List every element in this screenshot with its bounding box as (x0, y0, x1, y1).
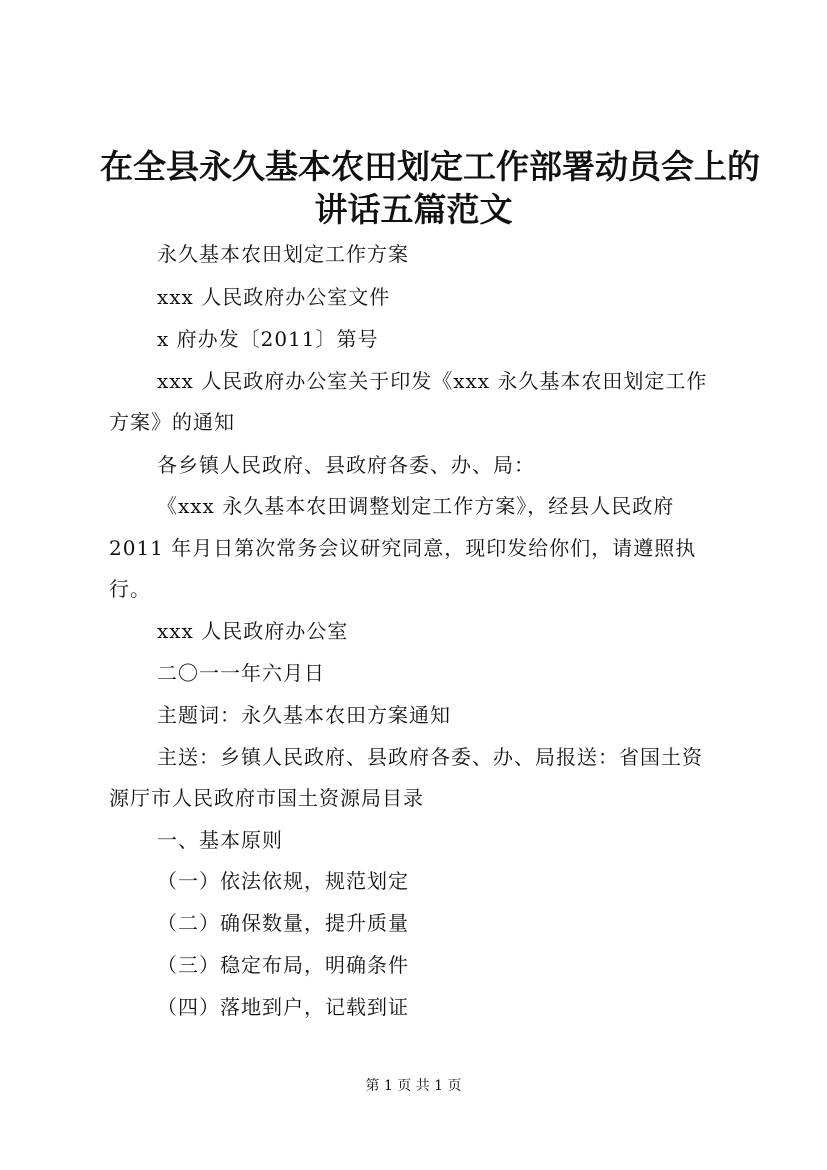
paragraph-line: 方案》的通知 (109, 410, 235, 434)
paragraph-line: （四）落地到户，记载到证 (157, 995, 409, 1019)
paragraph-line: 各乡镇人民政府、县政府各委、办、局： (157, 453, 535, 477)
paragraph-line: 永久基本农田划定工作方案 (157, 242, 409, 266)
paragraph-line: （二）确保数量，提升质量 (157, 911, 409, 935)
paragraph-line: xxx 人民政府办公室关于印发《xxx 永久基本农田划定工作 (157, 369, 708, 393)
paragraph-line: （三）稳定布局，明确条件 (157, 953, 409, 977)
paragraph-line: 一、基本原则 (157, 828, 283, 852)
paragraph-line: 源厅市人民政府市国土资源局目录 (109, 786, 424, 810)
page-footer: 第 1 页 共 1 页 (365, 1078, 462, 1094)
title-line-2: 讲话五篇范文 (314, 190, 513, 229)
paragraph-line: 主送：乡镇人民政府、县政府各委、办、局报送：省国土资 (157, 745, 703, 769)
paragraph-line: xxx 人民政府办公室文件 (157, 285, 391, 309)
paragraph-line: （一）依法依规，规范划定 (157, 869, 409, 893)
title-line-1: 在全县永久基本农田划定工作部署动员会上的 (100, 147, 760, 186)
paragraph-line: xxx 人民政府办公室 (157, 619, 349, 643)
paragraph-line: x 府办发〔2011〕第号 (157, 327, 379, 351)
paragraph-line: 行。 (109, 577, 151, 601)
paragraph-line: 《xxx 永久基本农田调整划定工作方案》，经县人民政府 (157, 494, 675, 518)
paragraph-line: 主题词：永久基本农田方案通知 (157, 703, 451, 727)
paragraph-line: 二〇一一年六月日 (157, 661, 325, 685)
paragraph-line: 2011 年月日第次常务会议研究同意，现印发给你们，请遵照执 (109, 536, 697, 560)
